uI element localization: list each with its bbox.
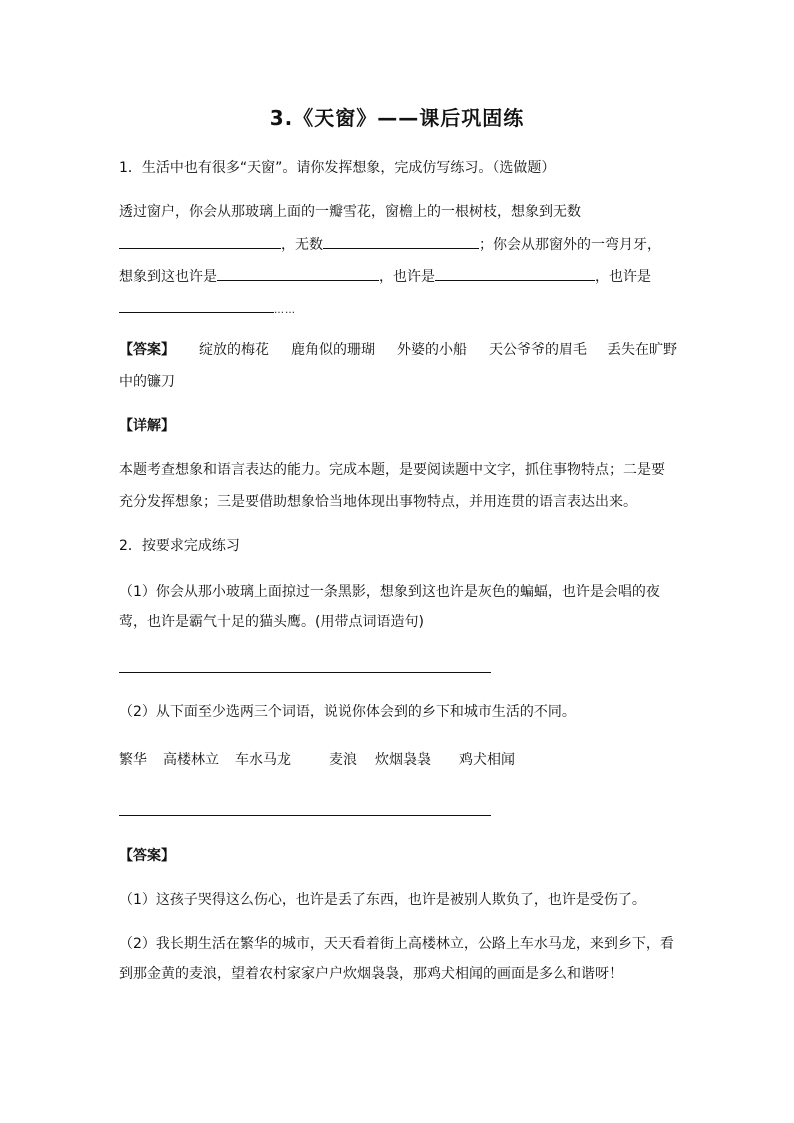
fill-blank-3[interactable] [217, 266, 379, 281]
q1-line2-text-a: ，无数 [281, 237, 323, 253]
word-item: 麦浪 [329, 752, 357, 768]
explain-line1: 本题考查想象和语言表达的能力。完成本题，是要阅读题中文字，抓住事物特点；二是要 [119, 462, 665, 478]
page-title: 3.《天窗》——课后巩固练 [269, 106, 525, 130]
q1-stem: 1．生活中也有很多“天窗”。请你发挥想象，完成仿写练习。（选做题） [119, 160, 556, 176]
ellipsis: …… [274, 305, 296, 316]
q1-line4 [119, 298, 296, 321]
q2-sub2: （2）从下面至少选两三个词语，说说你体会到的乡下和城市生活的不同。 [119, 704, 576, 720]
word-item: 高楼林立 [163, 752, 219, 768]
q2-answer-tag: 【答案】 [119, 848, 175, 864]
q1-line3-text-b: ，也许是 [379, 269, 435, 285]
answer-item: 外婆的小船 [397, 342, 467, 358]
answer-item: 绽放的梅花 [199, 342, 269, 358]
q1-line2 [119, 234, 661, 255]
fill-blank-4[interactable] [435, 266, 595, 281]
fill-blank-1[interactable] [119, 234, 281, 249]
q2-ans1: （1）这孩子哭得这么伤心，也许是丢了东西，也许是被别人欺负了，也许是受伤了。 [119, 892, 646, 908]
answer-item: 丢失在旷野 [607, 342, 677, 358]
q1-line2-text-b: ；你会从那窗外的一弯月牙， [479, 237, 661, 253]
word-list [119, 750, 515, 770]
q2-stem: 2．按要求完成练习 [119, 538, 240, 554]
word-item: 鸡犬相闻 [459, 752, 515, 768]
q1-line3 [119, 266, 651, 287]
answer-item: 鹿角似的珊瑚 [291, 342, 375, 358]
q2-ans2-line2: 到那金黄的麦浪，望着农村家家户户炊烟袅袅，那鸡犬相闻的画面是多么和谐呀！ [119, 966, 623, 982]
word-item: 繁华 [119, 752, 147, 768]
answer-item: 天公爷爷的眉毛 [489, 342, 587, 358]
fill-blank-5[interactable] [119, 298, 274, 313]
fill-blank-2[interactable] [323, 234, 479, 249]
q2-sub1-line1: （1）你会从那小玻璃上面掠过一条黑影，想象到这也许是灰色的蝙蝠，也许是会唱的夜 [119, 584, 660, 600]
explain-tag: 【详解】 [119, 418, 175, 434]
q2-sub1-line2: 莺，也许是霸气十足的猫头鹰。(用带点词语造句) [119, 614, 424, 630]
answer-tag: 【答案】 [119, 342, 175, 358]
word-item: 车水马龙 [235, 752, 291, 768]
q1-line1: 透过窗户，你会从那玻璃上面的一瓣雪花，窗檐上的一根树枝，想象到无数 [119, 204, 581, 220]
answer-line-2[interactable] [119, 815, 491, 816]
q1-answer-cont: 中的镰刀 [119, 374, 175, 390]
explain-line2: 充分发挥想象；三是要借助想象恰当地体现出事物特点，并用连贯的语言表达出来。 [119, 494, 637, 510]
q1-line3-text-a: 想象到这也许是 [119, 269, 217, 285]
q1-answer [119, 340, 677, 360]
q1-line3-text-c: ，也许是 [595, 269, 651, 285]
q2-ans2-line1: （2）我长期生活在繁华的城市，天天看着街上高楼林立，公路上车水马龙，来到乡下，看 [119, 936, 674, 952]
word-item: 炊烟袅袅 [375, 752, 431, 768]
answer-line-1[interactable] [119, 672, 491, 673]
